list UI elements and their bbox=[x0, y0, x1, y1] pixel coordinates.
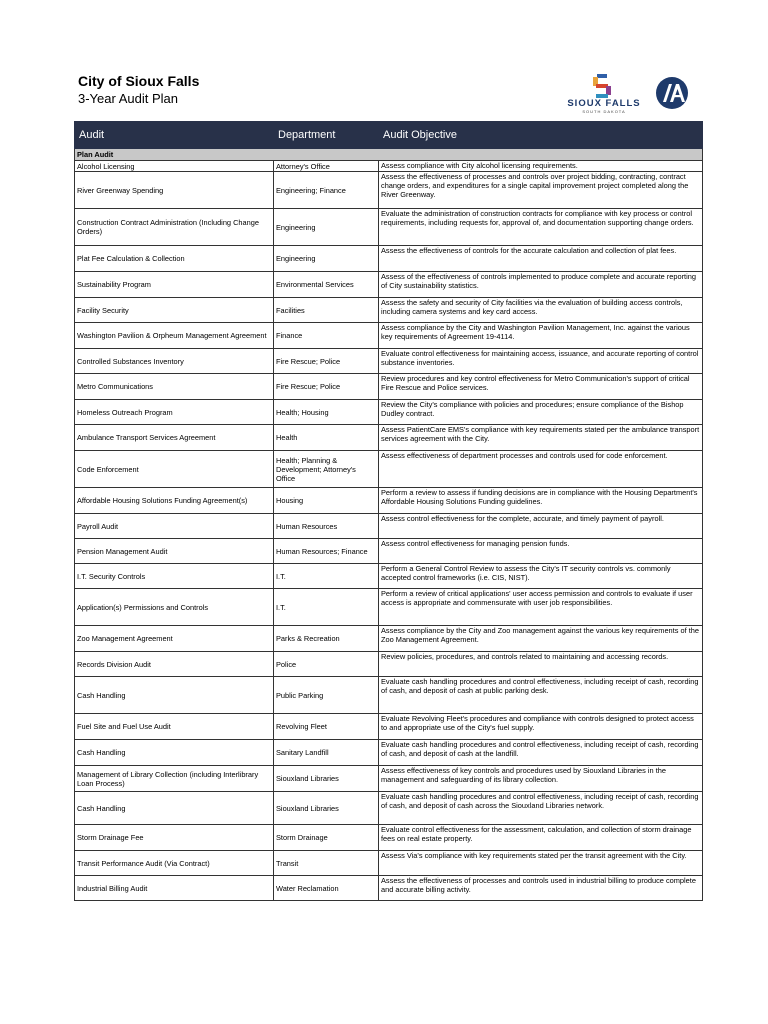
cell-audit: River Greenway Spending bbox=[75, 172, 274, 209]
page-title: City of Sioux Falls bbox=[78, 73, 200, 89]
cell-department: Public Parking bbox=[274, 677, 379, 714]
cell-audit: I.T. Security Controls bbox=[75, 564, 274, 589]
table-row bbox=[75, 626, 703, 652]
cell-department: Fire Rescue; Police bbox=[274, 349, 379, 374]
table-row bbox=[75, 272, 703, 298]
internal-audit-logo-icon bbox=[655, 76, 689, 110]
table-row bbox=[75, 876, 703, 901]
audit-plan-table bbox=[74, 121, 703, 901]
section-label: Plan Audit bbox=[75, 149, 703, 161]
cell-department: Facilities bbox=[274, 298, 379, 323]
cell-audit: Cash Handling bbox=[75, 792, 274, 825]
cell-department: Engineering bbox=[274, 209, 379, 246]
cell-department: I.T. bbox=[274, 564, 379, 589]
sioux-falls-logo-text: SIOUX FALLS bbox=[567, 98, 641, 109]
table-row bbox=[75, 488, 703, 514]
cell-audit-objective: Assess effectiveness of key controls and procedures used by Siouxland Libraries in the management and safeguarding of its library collection. bbox=[379, 766, 703, 792]
cell-audit: Facility Security bbox=[75, 298, 274, 323]
cell-department: Siouxland Libraries bbox=[274, 792, 379, 825]
table-row bbox=[75, 539, 703, 564]
cell-audit-objective: Assess PatientCare EMS's compliance with key requirements stated per the ambulance transport services agreement with the City. bbox=[379, 425, 703, 451]
cell-department: Housing bbox=[274, 488, 379, 514]
cell-audit-objective: Perform a review to assess if funding decisions are in compliance with the Housing Department's Affordable Housing Solutions Funding guidelines. bbox=[379, 488, 703, 514]
cell-audit: Transit Performance Audit (Via Contract) bbox=[75, 851, 274, 876]
cell-audit: Pension Management Audit bbox=[75, 539, 274, 564]
sioux-falls-logo bbox=[563, 74, 645, 116]
table-row bbox=[75, 323, 703, 349]
cell-audit: Payroll Audit bbox=[75, 514, 274, 539]
table-row bbox=[75, 400, 703, 425]
cell-audit-objective: Review the City's compliance with policies and procedures; ensure compliance of the Bishop Dudley contract. bbox=[379, 400, 703, 425]
cell-audit: Management of Library Collection (including Interlibrary Loan Process) bbox=[75, 766, 274, 792]
cell-audit: Storm Drainage Fee bbox=[75, 825, 274, 851]
cell-audit-objective: Evaluate control effectiveness for maintaining access, issuance, and accurate reporting of control substance inventories. bbox=[379, 349, 703, 374]
table-row bbox=[75, 825, 703, 851]
cell-audit: Fuel Site and Fuel Use Audit bbox=[75, 714, 274, 740]
cell-audit-objective: Evaluate the administration of construction contracts for compliance with key process or control requirements, including requests for, approval of, and documentation supporting change orders. bbox=[379, 209, 703, 246]
cell-department: Siouxland Libraries bbox=[274, 766, 379, 792]
cell-audit-objective: Evaluate Revolving Fleet's procedures and compliance with controls designed to protect access to and appropriate use of the City's fuel supply. bbox=[379, 714, 703, 740]
cell-audit: Plat Fee Calculation & Collection bbox=[75, 246, 274, 272]
cell-audit-objective: Assess control effectiveness for the complete, accurate, and timely payment of payroll. bbox=[379, 514, 703, 539]
cell-audit: Application(s) Permissions and Controls bbox=[75, 589, 274, 626]
cell-department: Human Resources; Finance bbox=[274, 539, 379, 564]
cell-department: Revolving Fleet bbox=[274, 714, 379, 740]
cell-audit: Industrial Billing Audit bbox=[75, 876, 274, 901]
table-row bbox=[75, 349, 703, 374]
cell-audit-objective: Review policies, procedures, and controls related to maintaining and accessing records. bbox=[379, 652, 703, 677]
cell-department: Engineering; Finance bbox=[274, 172, 379, 209]
table-row bbox=[75, 740, 703, 766]
table-row bbox=[75, 298, 703, 323]
cell-audit-objective: Assess the effectiveness of processes and controls over project bidding, contracting, contract change orders, and expenditures for a single capital improvement project completed along the River Greenway. bbox=[379, 172, 703, 209]
cell-department: Storm Drainage bbox=[274, 825, 379, 851]
cell-department: Transit bbox=[274, 851, 379, 876]
table-row bbox=[75, 589, 703, 626]
cell-department: Attorney's Office bbox=[274, 161, 379, 172]
column-header-audit-objective: Audit Objective bbox=[379, 122, 703, 149]
table-row bbox=[75, 677, 703, 714]
cell-audit-objective: Review procedures and key control effectiveness for Metro Communication's support of critical Fire Rescue and Police services. bbox=[379, 374, 703, 400]
table-row bbox=[75, 209, 703, 246]
cell-audit: Controlled Substances Inventory bbox=[75, 349, 274, 374]
cell-audit-objective: Perform a review of critical applications' user access permission and controls to evaluate if user access is appropriate and commensurate with user job responsibilities. bbox=[379, 589, 703, 626]
cell-audit: Homeless Outreach Program bbox=[75, 400, 274, 425]
cell-audit: Affordable Housing Solutions Funding Agreement(s) bbox=[75, 488, 274, 514]
cell-department: Environmental Services bbox=[274, 272, 379, 298]
table-row bbox=[75, 714, 703, 740]
table-row bbox=[75, 652, 703, 677]
cell-audit-objective: Assess control effectiveness for managing pension funds. bbox=[379, 539, 703, 564]
table-row bbox=[75, 766, 703, 792]
cell-audit-objective: Assess the effectiveness of controls for the accurate calculation and collection of plat fees. bbox=[379, 246, 703, 272]
cell-audit-objective: Assess compliance with City alcohol licensing requirements. bbox=[379, 161, 703, 172]
table-row bbox=[75, 451, 703, 488]
cell-audit: Zoo Management Agreement bbox=[75, 626, 274, 652]
cell-department: Parks & Recreation bbox=[274, 626, 379, 652]
column-header-audit: Audit bbox=[75, 122, 274, 149]
cell-audit: Cash Handling bbox=[75, 740, 274, 766]
cell-department: Water Reclamation bbox=[274, 876, 379, 901]
table-row bbox=[75, 425, 703, 451]
table-row bbox=[75, 792, 703, 825]
cell-department: Sanitary Landfill bbox=[274, 740, 379, 766]
cell-audit-objective: Assess the safety and security of City facilities via the evaluation of building access controls, including camera systems and key card access. bbox=[379, 298, 703, 323]
table-row bbox=[75, 851, 703, 876]
sioux-falls-logo-mark-icon bbox=[591, 74, 613, 98]
table-row bbox=[75, 374, 703, 400]
cell-department: Health; Housing bbox=[274, 400, 379, 425]
cell-audit-objective: Perform a General Control Review to assess the City's IT security controls vs. commonly accepted control frameworks (i.e. CIS, NIST). bbox=[379, 564, 703, 589]
cell-department: Finance bbox=[274, 323, 379, 349]
cell-department: Health bbox=[274, 425, 379, 451]
cell-department: I.T. bbox=[274, 589, 379, 626]
table-row bbox=[75, 246, 703, 272]
cell-audit-objective: Evaluate cash handling procedures and control effectiveness, including receipt of cash, recording of cash, and deposit of cash across the Siouxland Libraries network. bbox=[379, 792, 703, 825]
table-row bbox=[75, 514, 703, 539]
cell-audit: Alcohol Licensing bbox=[75, 161, 274, 172]
cell-audit-objective: Assess compliance by the City and Washington Pavilion Management, Inc. against the various key requirements of Agreement 19-4114. bbox=[379, 323, 703, 349]
cell-audit-objective: Evaluate cash handling procedures and control effectiveness, including receipt of cash, recording of cash, and deposit of cash at public parking desk. bbox=[379, 677, 703, 714]
column-header-department: Department bbox=[274, 122, 379, 149]
table-header-row bbox=[75, 122, 703, 149]
section-row-plan-audit bbox=[75, 149, 703, 161]
cell-department: Health; Planning & Development; Attorney's Office bbox=[274, 451, 379, 488]
cell-audit: Ambulance Transport Services Agreement bbox=[75, 425, 274, 451]
cell-audit: Construction Contract Administration (Including Change Orders) bbox=[75, 209, 274, 246]
cell-department: Police bbox=[274, 652, 379, 677]
cell-audit: Metro Communications bbox=[75, 374, 274, 400]
table-row bbox=[75, 172, 703, 209]
cell-audit-objective: Evaluate control effectiveness for the assessment, calculation, and collection of storm drainage fees on real estate property. bbox=[379, 825, 703, 851]
cell-audit-objective: Evaluate cash handling procedures and control effectiveness, including receipt of cash, recording of cash, and deposit of cash at the landfill. bbox=[379, 740, 703, 766]
cell-audit: Records Division Audit bbox=[75, 652, 274, 677]
cell-audit-objective: Assess compliance by the City and Zoo management against the various key requirements of the Zoo Management Agreement. bbox=[379, 626, 703, 652]
cell-audit: Sustainability Program bbox=[75, 272, 274, 298]
table-row bbox=[75, 564, 703, 589]
cell-audit-objective: Assess of the effectiveness of controls implemented to produce complete and accurate reporting of City sustainability statistics. bbox=[379, 272, 703, 298]
table-row bbox=[75, 161, 703, 172]
cell-audit: Cash Handling bbox=[75, 677, 274, 714]
cell-audit-objective: Assess the effectiveness of processes and controls used in industrial billing to produce complete and accurate billing activity. bbox=[379, 876, 703, 901]
page-subtitle: 3-Year Audit Plan bbox=[78, 91, 178, 106]
cell-department: Human Resources bbox=[274, 514, 379, 539]
cell-audit-objective: Assess Via's compliance with key requirements stated per the transit agreement with the City. bbox=[379, 851, 703, 876]
cell-audit-objective: Assess effectiveness of department processes and controls used for code enforcement. bbox=[379, 451, 703, 488]
cell-department: Fire Rescue; Police bbox=[274, 374, 379, 400]
cell-department: Engineering bbox=[274, 246, 379, 272]
cell-audit: Code Enforcement bbox=[75, 451, 274, 488]
cell-audit: Washington Pavilion & Orpheum Management Agreement bbox=[75, 323, 274, 349]
sioux-falls-logo-state: SOUTH DAKOTA bbox=[582, 109, 626, 114]
